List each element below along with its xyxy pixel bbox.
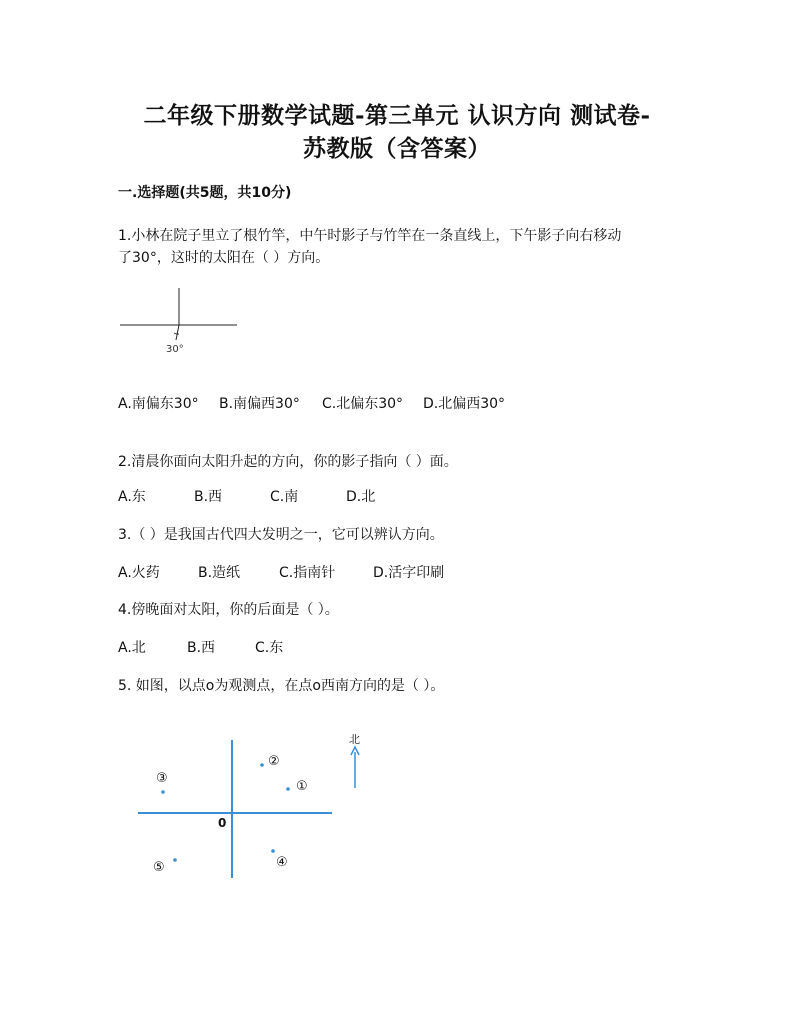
- q5-point-5-label: ⑤: [153, 860, 165, 875]
- q4-text: 4.傍晚面对太阳，你的后面是（ ）。: [118, 602, 339, 618]
- q5-point-3-dot: [161, 790, 165, 794]
- q5-point-1-dot: [286, 787, 290, 791]
- q2-option-d[interactable]: D.北: [346, 489, 376, 505]
- q5-point-1-label: ①: [296, 779, 308, 794]
- page-title-line1: 二年级下册数学试题-第三单元 认识方向 测试卷-: [143, 102, 651, 129]
- q5-figure: [0, 730, 794, 900]
- q1-figure: [0, 288, 794, 348]
- q5-point-5-dot: [173, 858, 177, 862]
- q1-option-a[interactable]: A.南偏东30°: [118, 396, 199, 412]
- q5-point-3-label: ③: [156, 771, 168, 786]
- q3-option-b[interactable]: B.造纸: [198, 565, 241, 581]
- q5-point-4-label: ④: [276, 855, 288, 870]
- q4-option-a[interactable]: A.北: [118, 640, 146, 656]
- q5-point-2-dot: [260, 763, 264, 767]
- q1-angle-label: 30°: [166, 344, 184, 355]
- q2-option-a[interactable]: A.东: [118, 489, 146, 505]
- q3-text: 3.（ ）是我国古代四大发明之一，它可以辨认方向。: [118, 527, 444, 543]
- q5-text: 5. 如图，以点o为观测点，在点o西南方向的是（ ）。: [118, 678, 445, 694]
- q5-origin-label: 0: [218, 816, 227, 830]
- section-heading: 一.选择题(共5题，共10分): [118, 185, 292, 201]
- q5-point-2-label: ②: [268, 754, 280, 769]
- q2-option-b[interactable]: B.西: [194, 489, 223, 505]
- q3-option-a[interactable]: A.火药: [118, 565, 160, 581]
- q3-option-c[interactable]: C.指南针: [279, 565, 336, 581]
- q1-option-c[interactable]: C.北偏东30°: [322, 396, 404, 412]
- q3-option-d[interactable]: D.活字印刷: [373, 565, 445, 581]
- q4-option-c[interactable]: C.东: [255, 640, 284, 656]
- q5-point-4-dot: [271, 849, 275, 853]
- q1-shadow-line: [176, 325, 179, 340]
- q1-angle-arc: [174, 333, 179, 334]
- q5-north-label: 北: [349, 733, 360, 746]
- page-title-line2: 苏教版（含答案）: [303, 135, 491, 162]
- q1-text-line2: 了30°，这时的太阳在（ ）方向。: [118, 250, 330, 266]
- q1-option-b[interactable]: B.南偏西30°: [219, 396, 300, 412]
- q4-option-b[interactable]: B.西: [187, 640, 216, 656]
- q1-text-line1: 1.小林在院子里立了根竹竿，中午时影子与竹竿在一条直线上，下午影子向右移动: [118, 228, 622, 244]
- q2-option-c[interactable]: C.南: [270, 489, 299, 505]
- q1-option-d[interactable]: D.北偏西30°: [423, 396, 506, 412]
- q2-text: 2.清晨你面向太阳升起的方向，你的影子指向（ ）面。: [118, 454, 458, 470]
